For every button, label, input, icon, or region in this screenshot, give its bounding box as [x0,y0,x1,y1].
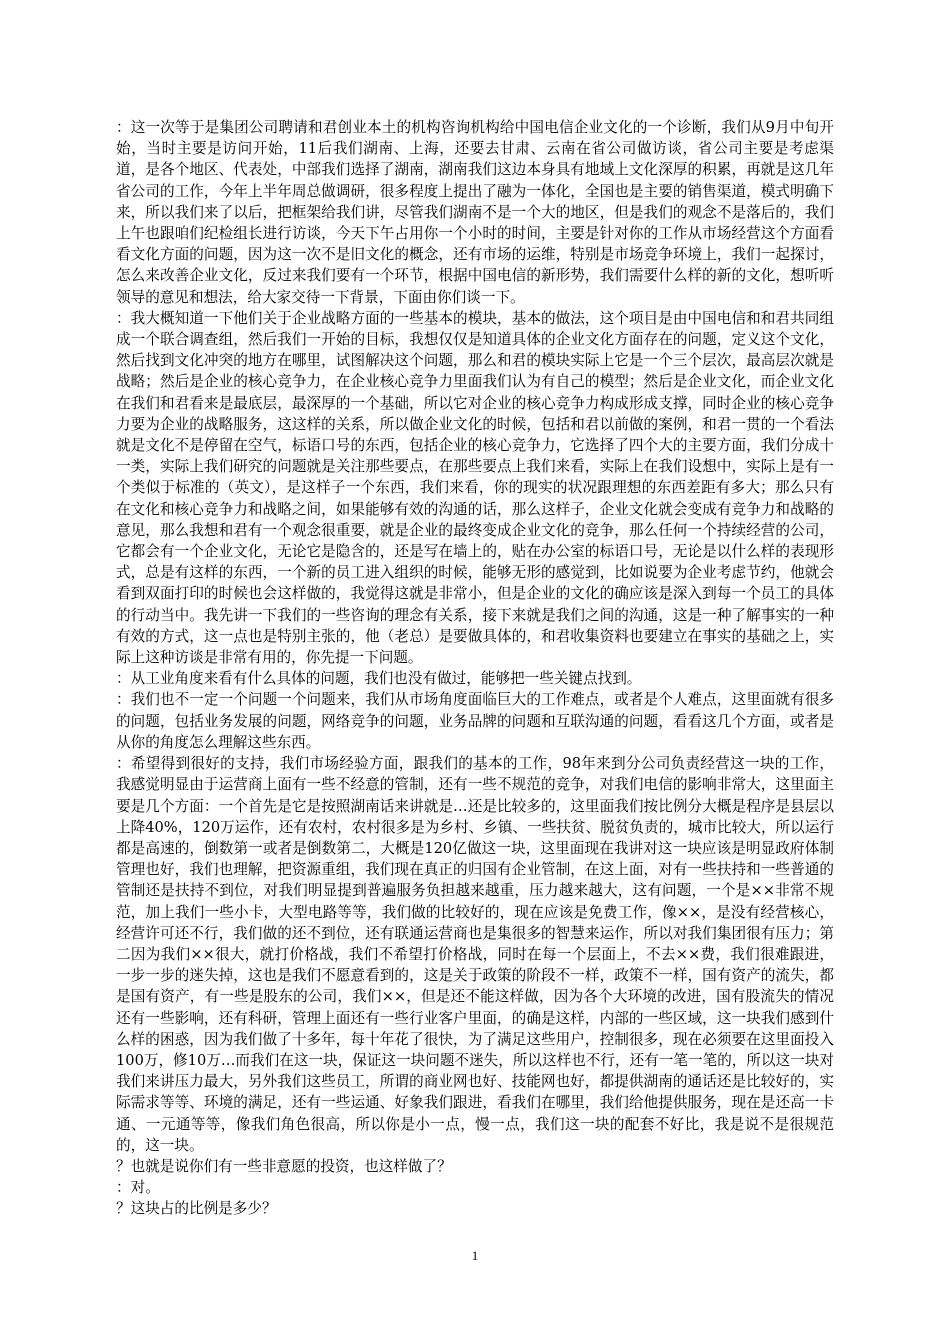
document-body [116,117,834,1220]
paragraph-consultant-framework: ：我大概知道一下他们关于企业战略方面的一些基本的模块，基本的做法，这个项目是由中国电信和和君共同组成一个联合调查组，然后我们一开始的目标，我想仅仅是知道具体的企业文化方面存在的问题，定义这个文化，然后找到文化冲突的地方在哪里，试图解决这个问题，那么和君的模块实际上它是一个三个层次，最高层次就是战略；然后是企业的核心竞争力，在企业核心竞争力里面我们认为有自己的模型；然后是企业文化，而企业文化在我们和君看来是最底层，最深厚的一个基础，所以它对企业的核心竞争力构成形成支撑，同时企业的核心竞争力要为企业的战略服务，这这样的关系，所以做企业文化的时候，包括和君以前做的案例，和君一贯的一个看法就是文化不是停留在空气，标语口号的东西，包括企业的核心竞争力，它选择了四个大的主要方面，我们分成十一类，实际上我们研究的问题就是关注那些要点，在那些要点上我们来看，实际上在我们设想中，实际上是有一个类似于标准的（英文），是这样子一个东西，我们来看，你的现实的状况跟理想的东西差距有多大；那么只有在文化和核心竞争力和战略之间，如果能够有效的沟通的话，那么这样子，企业文化就会变成有竞争力和战略的意见，那么我想和君有一个观念很重要，就是企业的最终变成企业文化的竞争，那么任何一个持续经营的公司，它都会有一个企业文化，无论它是隐含的，还是写在墙上的，贴在办公室的标语口号，无论是以什么样的表现形式，总是有这样的东西，一个新的员工进入组织的时候，能够无形的感觉到，比如说要为企业考虑节约，他就会看到双面打印的时候也会这样做的，我觉得这就是非常小，但是企业的文化的确应该是深入到每一个员工的具体的行动当中。我先讲一下我们的一些咨询的理念有关系，接下来就是我们之间的沟通，这是一种了解事实的一种有效的方式，这一点也是特别主张的，他（老总）是要做具体的，和君收集资料也要建立在事实的基础之上，实际上这种访谈是非常有用的，你先提一下问题。 [116,309,834,667]
paragraph-ratio-question: ？这块占的比例是多少？ [116,1200,277,1218]
paragraph-followup-question: ？也就是说你们有一些非意愿的投资，也这样做了？ [116,1157,452,1175]
paragraph-market-question: ：我们也不一定一个问题一个问题来，我们从市场角度面临巨大的工作难点，或者是个人难点，这里面就有很多的问题，包括业务发展的问题，网络竞争的问题，业务品牌的问题和互联沟通的问题，看看这几个方面，或者是从你的角度怎么理解这些东西。 [116,691,834,751]
paragraph-industry-question: ：从工业角度来看有什么具体的问题，我们也没有做过，能够把一些关键点找到。 [116,670,642,688]
page-number: 1 [471,1248,479,1263]
paragraph-short-answer: ：对。 [116,1179,160,1197]
paragraph-market-answer: ：希望得到很好的支持，我们市场经验方面，跟我们的基本的工作，98年来到分公司负责经营这一块的工作，我感觉明显由于运营商上面有一些不经意的管制，还有一些不规范的竞争，对我们电信的影响非常大，这里面主要是几个方面：一个首先是它是按照湖南话来讲就是…还是比较多的，这里面我们按比例分大概是程序是县层以上降40%，120万运作，还有农村，农村很多是为乡村、乡镇、一些扶贫、脱贫负责的，城市比较大，所以运行都是高速的，倒数第一或者是倒数第二，大概是120亿做这一块，这里面现在我讲对这一块应该是明显政府体制管理也好，我们也理解，把资源重组，我们现在真正的归国有企业管制，在这上面，对有一些扶持和一些普通的管制还是扶持不到位，对我们明显提到普遍服务负担越来越重，压力越来越大，这有问题，一个是××非常不规范，加上我们一些小卡，大型电路等等，我们做的比较好的，现在应该是免费工作，像××，是没有经营核心，经营许可还不行，我们做的还不到位，还有联通运营商也是集很多的智慧来运作，所以对我们集团很有压力；第二因为我们××很大，就打价格战，我们不希望打价格战，同时在每一个层面上，不去××费，我们很难跟进，一步一步的迷失掉，这也是我们不愿意看到的，这是关于政策的阶段不一样，政策不一样，国有资产的流失，都是国有资产，有一些是股东的公司，我们××，但是还不能这样做，因为各个大环境的改进，国有股流失的情况还有一些影响，还有科研，管理上面还有一些行业客户里面，的确是这样，内部的一些区域，这一块我们感到什么样的困惑，因为我们做了十多年，每十年花了很快，为了满足这些用户，控制很多，现在必须要在这里面投入100万，修10万…而我们在这一块，保证这一块问题不迷失，所以这样也不行，还有一笔一笔的，所以这一块对我们来讲压力最大，另外我们这些员工，所谓的商业网也好、技能网也好，都提供湖南的通话还是比较好的，实际需求等等、环境的满足，还有一些运通、好象我们跟进，看我们在哪里，我们给他提供服务，现在是还高一卡通、一元通等等，像我们角色很高，所以你是小一点，慢一点，我们这一块的配套不好比，我是说不是很规范的，这一块。 [116,755,834,1154]
paragraph-intro-interviewer: ：这一次等于是集团公司聘请和君创业本土的机构咨询机构给中国电信企业文化的一个诊断，我们从9月中旬开始，当时主要是访问开始，11后我们湖南、上海，还要去甘肃、云南在省公司做访谈，省公司主要是考虑渠道，是各个地区、代表处，中部我们选择了湖南，湖南我们这边本身具有地域上文化深厚的积累，再就是这几年省公司的工作，今年上半年周总做调研，很多程度上提出了融为一体化，全国也是主要的销售渠道，模式明确下来，所以我们来了以后，把框架给我们讲，尽管我们湖南不是一个大的地区，但是我们的观念不是落后的，我们上午也跟咱们纪检组长进行访谈，今天下午占用你一个小时的时间，主要是针对你的工作从市场经营这个方面看看文化方面的问题，因为这一次不是旧文化的概念，还有市场的运维，特别是市场竞争环境上，我们一起探讨，怎么来改善企业文化，反过来我们要有一个环节，根据中国电信的新形势，我们需要什么样的新的文化，想听听领导的意见和想法，给大家交待一下背景，下面由你们谈一下。 [116,119,834,306]
